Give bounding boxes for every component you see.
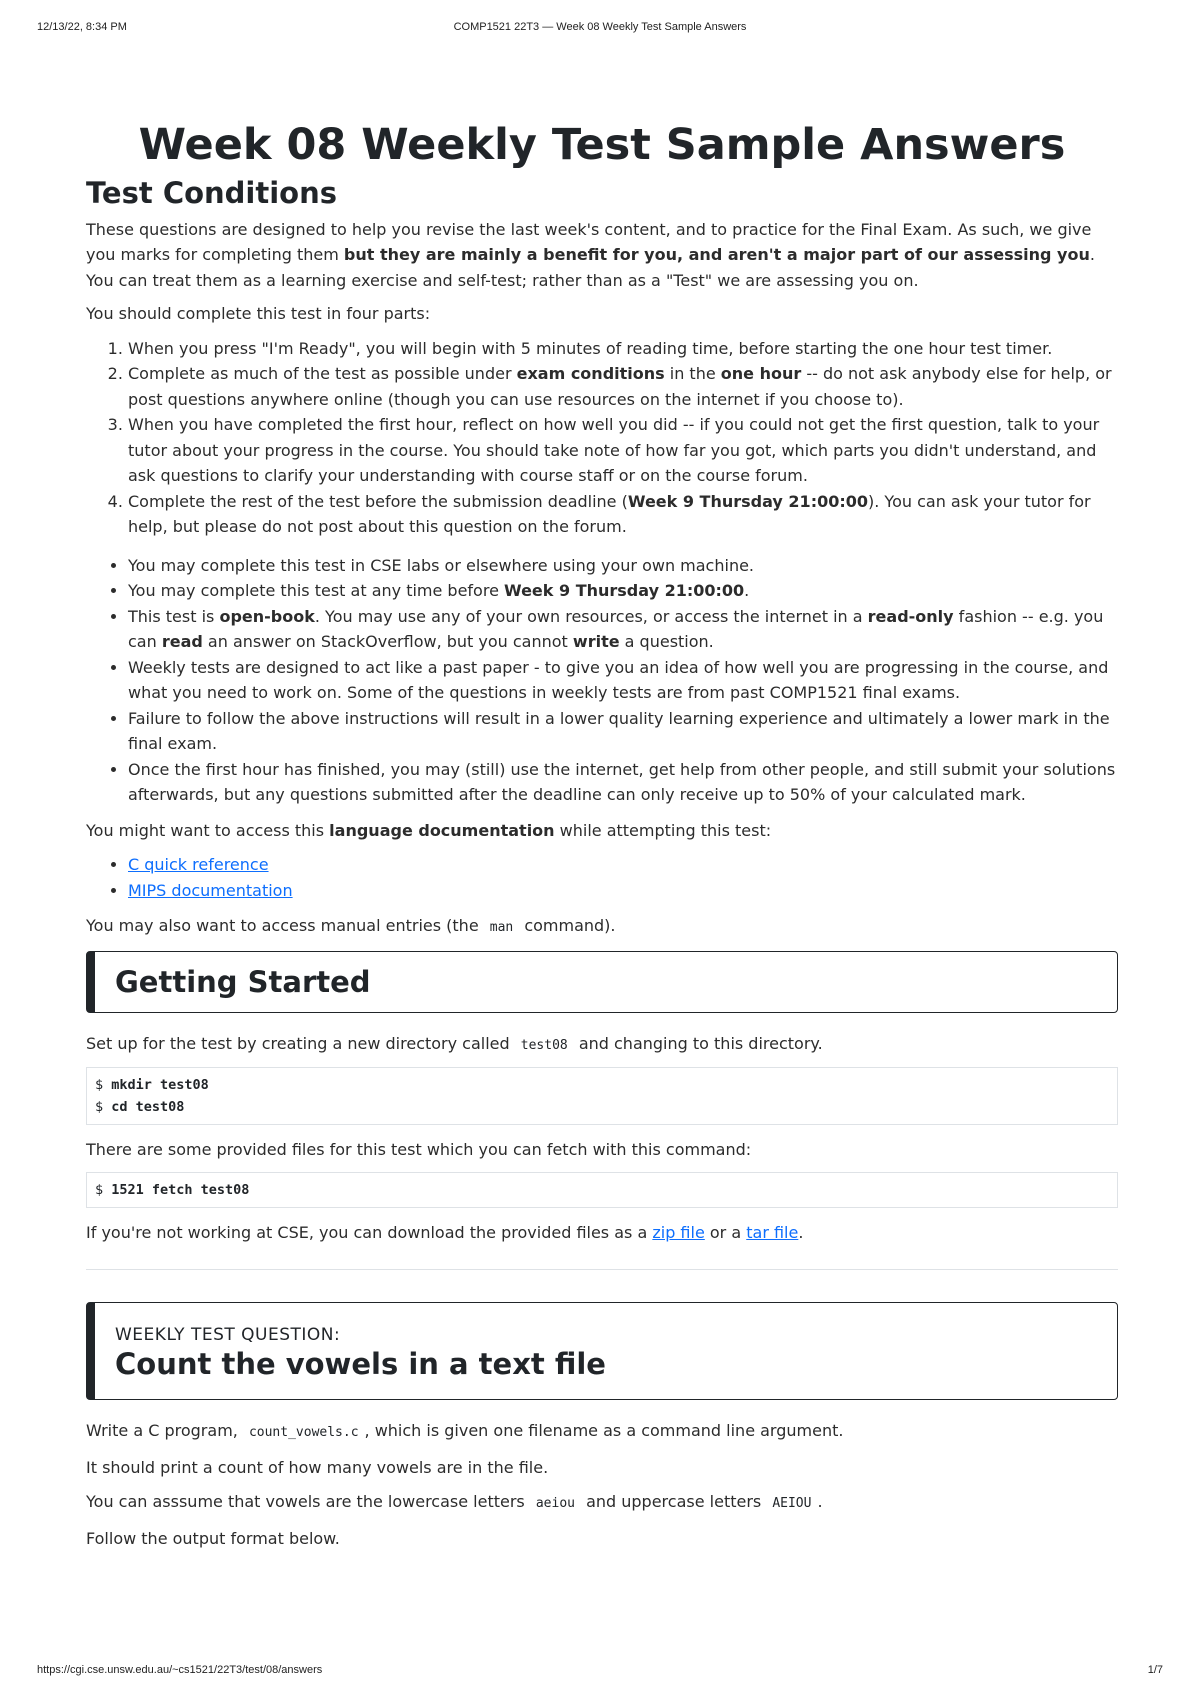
inline-code: aeiou (535, 1496, 575, 1512)
intro-paragraph: These questions are designed to help you revise the last week's content, and to practice for the Final Exam. As such, we give you marks for completing them but they are mainly a benefit for you, and aren't a major part of our assessing you. You can treat them as a learning exercise and self-test; rather than as a "Test" we are assessing you on. (86, 219, 1095, 290)
tar-file-link[interactable]: tar file (746, 1222, 799, 1242)
inline-code: count_vowels.c (248, 1425, 359, 1441)
list-item: • This test is open-book. You may use any of your own resources, or access the internet in a read-only fashion -- e.g. you can read an answer on StackOverflow, but you cannot write a question. (128, 604, 1118, 655)
c-quick-reference-link[interactable]: C quick reference (128, 855, 269, 875)
list-item: • You may complete this test at any time before Week 9 Thursday 21:00:00. (128, 578, 1118, 604)
question-header-box (86, 1302, 1118, 1400)
terminal-block (86, 1067, 1118, 1125)
list-item: 1. When you press "I'm Ready", you will begin with 5 minutes of reading time, before starting the one hour test timer. (128, 336, 1118, 362)
man-paragraph: You may also want to access manual entries (the man command). (86, 916, 616, 936)
divider (86, 1269, 1118, 1270)
question-paragraph: Follow the output format below. (86, 1528, 340, 1548)
question-kicker: WEEKLY TEST QUESTION: (115, 1325, 341, 1346)
docs-links-list (86, 852, 1118, 903)
rules-list (86, 553, 1118, 808)
command: mkdir test08 (111, 1077, 209, 1094)
question-paragraph: You can asssume that vowels are the lowercase letters aeiou and uppercase letters AEIOU . (86, 1492, 823, 1512)
section-heading-getting-started: Getting Started (115, 964, 371, 999)
inline-code: AEIOU (772, 1496, 812, 1512)
print-datetime: 12/13/22, 8:34 PM (37, 21, 127, 33)
inline-code: test08 (520, 1037, 568, 1053)
docs-paragraph: You might want to access this language documentation while attempting this test: (86, 820, 772, 840)
question-paragraph: Write a C program, count_vowels.c , which is given one filename as a command line argument. (86, 1421, 844, 1441)
list-item: • Weekly tests are designed to act like a past paper - to give you an idea of how well you are progressing in the course, and what you need to work on. Some of the questions in weekly tests are from past COMP1521 final exams. (128, 655, 1118, 706)
list-item: • Failure to follow the above instructions will result in a lower quality learning experience and ultimately a lower mark in the final exam. (128, 706, 1118, 757)
print-url: https://cgi.cse.unsw.edu.au/~cs1521/22T3/test/08/answers (37, 1664, 323, 1676)
list-item: • You may complete this test in CSE labs or elsewhere using your own machine. (128, 553, 1118, 579)
steps-list (86, 336, 1118, 540)
terminal-block (86, 1172, 1118, 1208)
command: cd test08 (111, 1099, 185, 1116)
print-page-number: 1/7 (1147, 1664, 1163, 1676)
page-title: Week 08 Weekly Test Sample Answers (138, 120, 1066, 170)
prompt: $ (95, 1099, 112, 1116)
section-heading-test-conditions: Test Conditions (86, 175, 338, 210)
mips-documentation-link[interactable]: MIPS documentation (128, 880, 293, 900)
zip-file-link[interactable]: zip file (652, 1222, 705, 1242)
print-header (0, 21, 1200, 35)
list-item: 2. Complete as much of the test as possible under exam conditions in the one hour -- do not ask anybody else for help, or post questions anywhere online (though you can use resources on the internet if you choose to). (128, 361, 1118, 412)
fetch-paragraph: There are some provided files for this test which you can fetch with this command: (86, 1140, 752, 1160)
list-item: 4. Complete the rest of the test before the submission deadline (Week 9 Thursday 21:00:00). You can ask your tutor for help, but please do not post about this question on the forum. (128, 489, 1118, 540)
inline-code: man (489, 920, 514, 936)
setup-paragraph: Set up for the test by creating a new directory called test08 and changing to this directory. (86, 1033, 823, 1053)
command: 1521 fetch test08 (111, 1181, 250, 1198)
main-content (86, 120, 1118, 1560)
prompt: $ (95, 1077, 112, 1094)
list-item: • Once the first hour has finished, you may (still) use the internet, get help from other people, and still submit your solutions afterwards, but any questions submitted after the deadline can only receive up to 50% of your calculated mark. (128, 757, 1118, 808)
print-footer (0, 1664, 1200, 1678)
question-paragraph: It should print a count of how many vowels are in the file. (86, 1457, 549, 1477)
question-title: Count the vowels in a text file (115, 1347, 606, 1382)
list-item (128, 852, 1118, 878)
prompt: $ (95, 1181, 112, 1198)
parts-intro: You should complete this test in four parts: (86, 304, 431, 324)
list-item (128, 878, 1118, 904)
getting-started-header-box (86, 951, 1118, 1013)
print-title: COMP1521 22T3 — Week 08 Weekly Test Sample Answers (453, 21, 747, 33)
download-paragraph: If you're not working at CSE, you can download the provided files as a zip file or a tar file. (86, 1222, 804, 1242)
list-item: 3. When you have completed the first hour, reflect on how well you did -- if you could not get the first question, talk to your tutor about your progress in the course. You should take note of how far you got, which parts you didn't understand, and ask questions to clarify your understanding with course staff or on the course forum. (128, 412, 1118, 489)
